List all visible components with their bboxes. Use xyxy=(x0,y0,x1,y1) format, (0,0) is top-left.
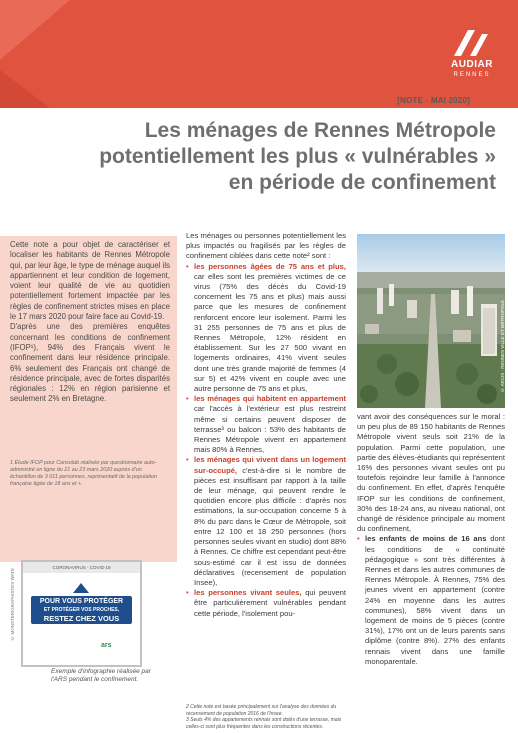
title-line-1: Les ménages de Rennes Métropole xyxy=(144,119,496,142)
covid-poster xyxy=(21,560,142,667)
intro-footnote: 1 Étude IFOP pour Consolab réalisée par questionnaire auto-administré en ligne du 21 au 23 mars 2020 auprès d'un échantillon de 3 011 personnes, représentatif de la population française âgée de 18 ans et +. xyxy=(10,460,158,487)
ars-logo: ars xyxy=(101,642,112,649)
footnote-3: 3 Seuls 4% des appartements rennais sont dotés d'une terrasse, mais celles-ci sont plus fréquentes dans les constructions récentes. xyxy=(186,717,342,730)
list-item-text: car elles sont les premières victimes de ce virus (75% des décès du Covid-19 concernent les 75 ans et plus) mais aussi parce que les mesures de confinement renforcent encore leur isolement. Parmi les 31 255 personnes de 75 ans et plus de Rennes Métropole, 12% résident en établissement. Sur les 27 500 vivant en logements ordinaires, 41% vivent seules dont une très grande majorité de femmes (4 sur 5) et 42% vivent en couple avec une autre personne de 75 ans et plus, xyxy=(194,271,346,394)
middle-footnotes xyxy=(186,704,346,730)
brand-shape-icon xyxy=(0,0,518,108)
list-item-highlight: les personnes âgées de 75 ans et plus, xyxy=(194,261,346,271)
poster-caption: Exemple d'infographie réalisée par l'ARS pendant le confinement. xyxy=(51,668,151,683)
right-paragraph: vant avoir des conséquences sur le moral : un peu plus de 89 150 habitants de Rennes Métropole vivent seuls soit 21% de la population. Parmi cette population, une partie des élèves-étudiants qui représentent 16% des personnes vivant seules ont pu toutefois rejoindre leur famille à l'annonce du confinement. En effet, d'après l'enquête IFOP sur les conditions de confinement, 30% des 18-24 ans, au niveau national, ont changé de résidence principale au moment du confinement, xyxy=(357,412,505,534)
title-line-3: en période de confinement xyxy=(228,171,496,194)
logo-word: AUDIAR xyxy=(451,59,493,70)
audiar-logo xyxy=(448,26,496,86)
list-item xyxy=(194,455,346,588)
note-tag: [NOTE - MAI 2020] xyxy=(397,96,470,105)
intro-paragraph-2: D'après une des premières enquêtes concernant les conditions de confinement (IFOP¹), 94% des Français vivent le confinement dans leur résidence principale. 6% seulement des Français ont changé de résidence principale, avec de fortes disparités régionales : 12% en région parisienne et seulement 2% en Bretagne. xyxy=(10,322,170,404)
list-item xyxy=(194,262,346,395)
poster-line-2: ET PROTÉGER VOS PROCHES, xyxy=(43,607,120,613)
poster-line-1: POUR VOUS PROTÉGER xyxy=(39,598,124,605)
list-item xyxy=(194,588,346,619)
list-item-highlight: les personnes vivant seules, xyxy=(194,588,302,598)
page-title xyxy=(76,118,496,196)
middle-column xyxy=(186,231,346,619)
title-line-2: potentiellement les plus « vulnérables » xyxy=(99,145,496,168)
aerial-photo xyxy=(357,234,505,408)
middle-intro: Les ménages ou personnes potentiellement les plus impactés ou fragilisés par les règles de confinement ciblées dans cette note² sont : xyxy=(186,231,346,261)
list-item-text: c'est-à-dire si le nombre de pièces est insuffisant par rapport à la taille de leur ménage, qui peuvent rendre le quotidien encore plus difficile : d'après nos estimations, la sur-occupation concerne 5 à 8% du parc dans le Cœur de Métropole, soit entre 12 100 et 18 250 personnes (hors personnes seules vivant en studio) dont 88% à Rennes. Ce chiffre est cependant peut-être sous-estimé car il est issu de données déclaratives (recensement de population Insee), xyxy=(194,465,346,587)
logo-mark-icon xyxy=(448,26,496,58)
list-item-text: car l'accès à l'extérieur est plus restreint même si certains peuvent disposer de terrasse³ ou balcon : 53% des habitants de Rennes Métropole vivent en appartement mais 80% à Rennes, xyxy=(194,404,346,455)
poster-line-3: RESTEZ CHEZ VOUS xyxy=(43,614,120,623)
footnote-2: 2 Cette note est basée principalement sur l'analyse des données du recensement de population 2016 de l'Insee. xyxy=(186,704,337,717)
poster-credit: © MONSTERIGRAPHISTES WATE xyxy=(10,568,15,641)
list-item-highlight: les enfants de moins de 16 ans xyxy=(365,534,487,544)
list-item-text: dont les conditions de « continuité pédagogique » sont très différentes à Rennes et dans les autres communes de Rennes Métropole. À Rennes, 75% des jeunes vivent en appartement (contre 24% en moyenne dans les autres communes), 58% vivent dans un logement de moins de 5 pièces (contre 31%), 17% ont un de leurs parents sans diplôme (contre 8%). 27% des enfants rennais vivent dans une famille monoparentale. xyxy=(365,534,505,666)
list-item-highlight: les ménages qui vivent dans un logement sur-occupé, xyxy=(194,455,346,475)
poster-header: CORONAVIRUS - COVID-19 xyxy=(23,562,140,573)
logo-sub: RENNES xyxy=(453,72,491,78)
intro-paragraph-1: Cette note a pour objet de caractériser et localiser les habitants de Rennes Métropole qui, par leur âge, le type de ménage auquel ils appartiennent et leur condition de logement, voient leur qualité de vie au quotidien potentiellement fortement impactée par les règles de confinement strictes mises en place le 17 mars 2020 pour faire face au Covid-19. xyxy=(10,240,170,322)
intro-text xyxy=(10,240,170,405)
photo-credit: © ARCIS - RENNES VILLE ET MÉTROPOLE xyxy=(500,300,505,393)
aerial-city-image xyxy=(357,234,505,408)
vulnerable-list xyxy=(186,262,346,619)
right-column xyxy=(357,412,505,667)
list-item xyxy=(365,534,505,667)
house-icon xyxy=(23,575,140,595)
list-item xyxy=(194,394,346,455)
list-item-highlight: les ménages qui habitent en appartement xyxy=(194,394,346,404)
header-band xyxy=(0,0,518,108)
list-item-text: qui peuvent être particulièrement vulnérables pendant cette période, l'isolement pou- xyxy=(194,588,346,618)
children-list xyxy=(357,534,505,667)
